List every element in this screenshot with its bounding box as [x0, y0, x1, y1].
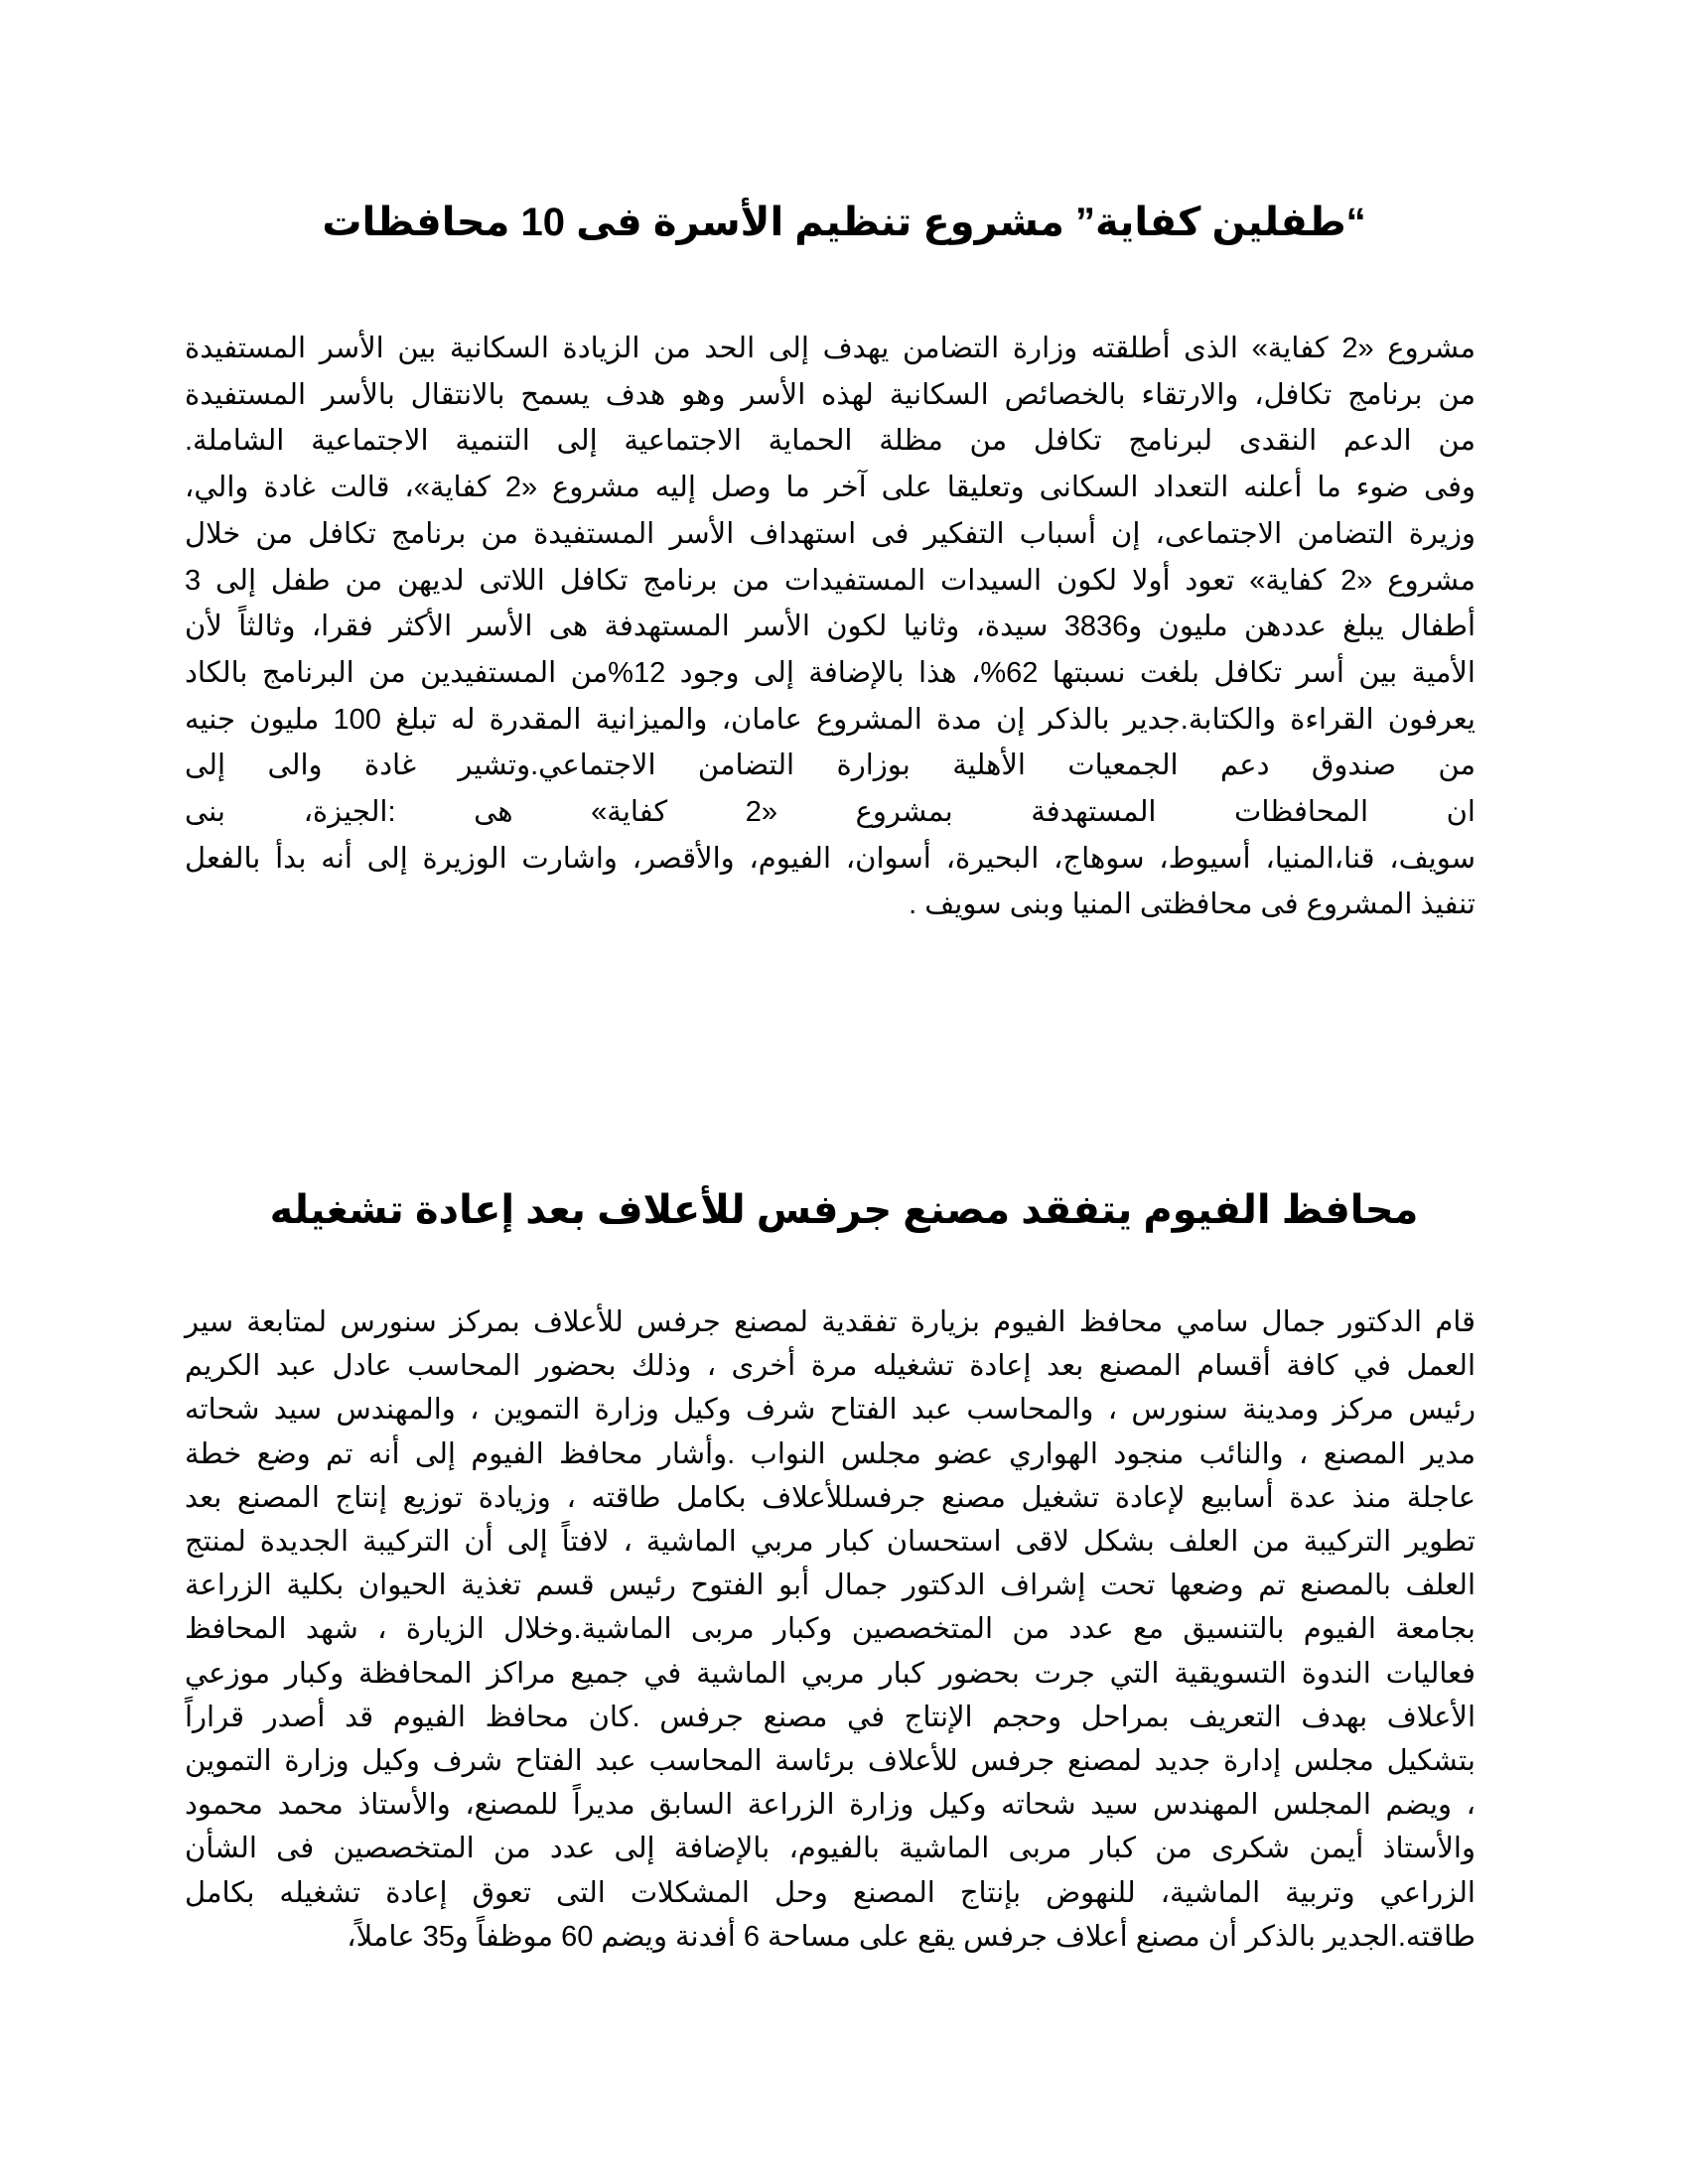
paragraph-line: ان المحافظات المستهدفة بمشروع «2 كفاية» هى :الجيزة، بنى: [185, 796, 1476, 828]
paragraph-line: فعاليات الندوة التسويقية التي جرت بحضور كبار مربي الماشية في جميع مراكز المحافظة وكبار موزعي: [185, 1657, 1476, 1690]
paragraph-line: عاجلة منذ عدة أسابيع لإعادة تشغيل مصنع جرفسللأعلاف بكامل طاقته ، وزيادة توزيع إنتاج المصنع بعد: [185, 1481, 1476, 1514]
paragraph-line: من الدعم النقدى لبرنامج تكافل من مظلة الحماية الاجتماعية إلى التنمية الاجتماعية الشاملة.: [185, 425, 1476, 458]
paragraph-line: العمل في كافة أقسام المصنع بعد إعادة تشغيله مرة أخرى ، وذلك بحضور المحاسب عادل عبد الكريم: [185, 1350, 1476, 1383]
paragraph-line: رئيس مركز ومدينة سنورس ، والمحاسب عبد الفتاح شرف وكيل وزارة التموين ، والمهندس سيد شحاته: [185, 1394, 1476, 1427]
paragraph-line: بتشكيل مجلس إدارة جديد لمصنع جرفس للأعلاف برئاسة المحاسب عبد الفتاح شرف وكيل وزارة التموين: [185, 1745, 1476, 1777]
paragraph-line: تطوير التركيبة من العلف بشكل لاقى استحسان كبار مربي الماشية ، لافتاً إلى أن التركيبة الجديدة لمنتج: [185, 1526, 1476, 1558]
paragraph-line: مدير المصنع ، والنائب منجود الهواري عضو مجلس النواب .وأشار محافظ الفيوم إلى أنه تم وضع خطة: [185, 1437, 1476, 1470]
paragraph-line: مشروع «2 كفاية» الذى أطلقته وزارة التضامن يهدف إلى الحد من الزيادة السكانية بين الأسر المستفيدة: [185, 333, 1477, 364]
paragraph-line: يعرفون القراءة والكتابة.جدير بالذكر إن مدة المشروع عامان، والميزانية المقدرة له تبلغ 100 مليون جنيه: [185, 703, 1476, 736]
paragraph-line: الأعلاف بهدف التعريف بمراحل وحجم الإنتاج في مصنع جرفس .كان محافظ الفيوم قد أصدر قراراً: [185, 1701, 1476, 1733]
paragraph-line: تنفيذ المشروع فى محافظتى المنيا وبنى سويف .: [909, 888, 1476, 921]
article-title: محافظ الفيوم يتفقد مصنع جرفس للأعلاف بعد إعادة تشغيله: [269, 1188, 1419, 1232]
paragraph-line: العلف بالمصنع تم وضعها تحت إشراف الدكتور جمال أبو الفتوح رئيس قسم تغذية الحيوان بكلية الزراعة: [185, 1570, 1476, 1602]
paragraph-line: قام الدكتور جمال سامي محافظ الفيوم بزيارة تفقدية لمصنع جرفس للأعلاف بمركز سنورس لمتابعة سير: [185, 1306, 1476, 1338]
paragraph-line: وفى ضوء ما أعلنه التعداد السكانى وتعليقا على آخر ما وصل إليه مشروع «2 كفاية»، قالت غادة والي،: [185, 472, 1476, 504]
paragraph-line: الأمية بين أسر تكافل بلغت نسبتها 62%، هذا بالإضافة إلى وجود 12%من المستفيدين من البرنامج بالكاد: [185, 656, 1476, 689]
paragraph-line: بجامعة الفيوم بالتنسيق مع عدد من المتخصصين وكبار مربى الماشية.وخلال الزيارة ، شهد المحافظ: [185, 1613, 1476, 1646]
paragraph-line: والأستاذ أيمن شكرى من كبار مربى الماشية بالفيوم، بالإضافة إلى عدد من المتخصصين فى الشأن: [185, 1833, 1476, 1865]
paragraph-line: من صندوق دعم الجمعيات الأهلية بوزارة التضامن الاجتماعي.وتشير غادة والى إلى: [185, 750, 1476, 782]
paragraph-line: أطفال يبلغ عددهن مليون و3836 سيدة، وثانيا لكون الأسر المستهدفة هى الأسر الأكثر فقرا، وثالثاً لأن: [185, 611, 1477, 643]
paragraph-line: الزراعي وتربية الماشية، للنهوض بإنتاج المصنع وحل المشكلات التى تعوق إعادة تشغيله بكامل: [185, 1876, 1476, 1909]
paragraph-line: مشروع «2 كفاية» تعود أولا لكون السيدات المستفيدات من برنامج تكافل اللاتى لديهن من طفل إلى 3: [185, 564, 1476, 597]
article-title: “طفلين كفاية” مشروع تنظيم الأسرة فى 10 محافظات: [322, 201, 1366, 244]
paragraph-line: من برنامج تكافل، والارتقاء بالخصائص السكانية لهذه الأسر وهو هدف يسمح بالانتقال بالأسر المستفيدة: [185, 378, 1476, 411]
paragraph-line: طاقته.الجدير بالذكر أن مصنع أعلاف جرفس يقع على مساحة 6 أفدنة ويضم 60 موظفاً و35 عاملاً،: [347, 1920, 1476, 1953]
paragraph-line: ، ويضم المجلس المهندس سيد شحاته وكيل وزارة الزراعة السابق مديراً للمصنع، والأستاذ محمد محمود: [185, 1789, 1476, 1822]
paragraph-line: سويف، قنا،المنيا، أسيوط، سوهاج، البحيرة، أسوان، الفيوم، والأقصر، واشارت الوزيرة إلى أنه بدأ بالفعل: [185, 842, 1476, 875]
paragraph-line: وزيرة التضامن الاجتماعى، إن أسباب التفكير فى استهداف الأسر المستفيدة من برنامج تكافل من خلال: [185, 517, 1476, 550]
